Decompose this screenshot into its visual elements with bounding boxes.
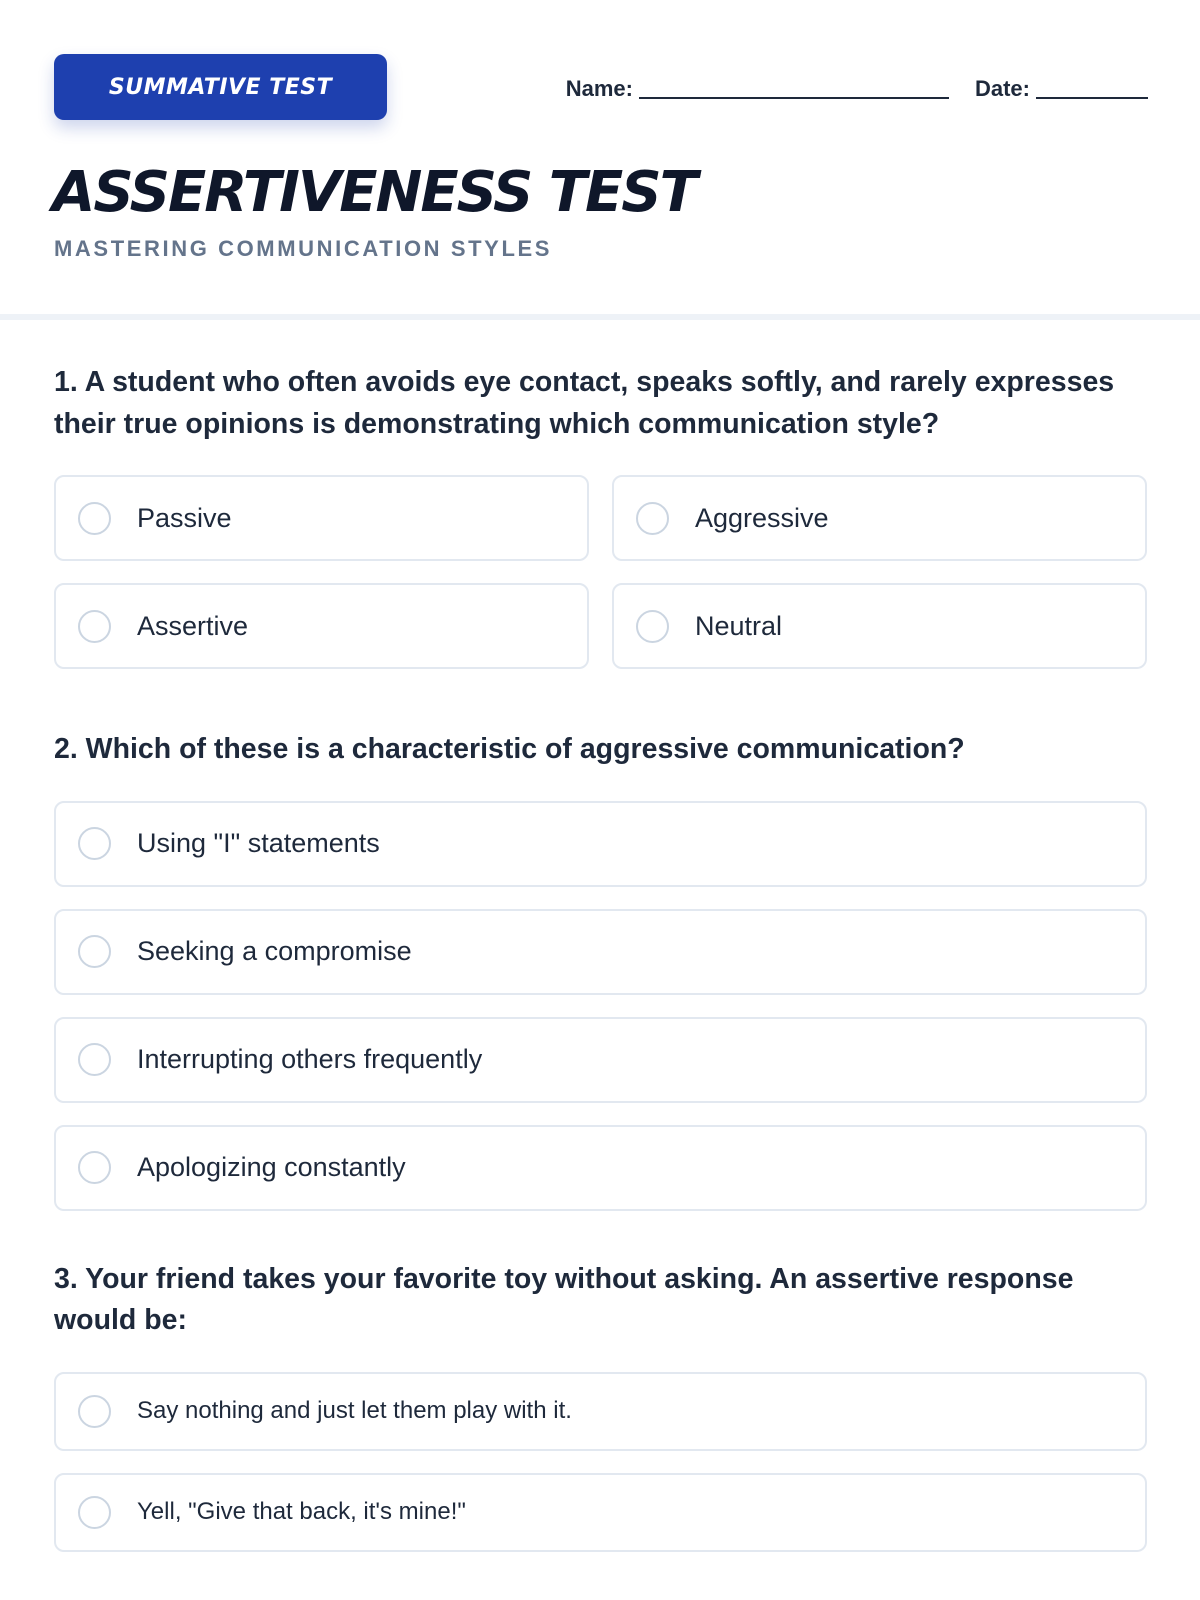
radio-button[interactable] <box>78 1043 111 1076</box>
option-label: Seeking a compromise <box>137 936 412 966</box>
question-block <box>54 362 1147 669</box>
question-text: 2. Which of these is a characteristic of aggressive communication? <box>54 733 965 765</box>
radio-button[interactable] <box>78 1395 111 1428</box>
question-block <box>54 1259 1147 1552</box>
radio-button[interactable] <box>78 827 111 860</box>
questions-section <box>54 362 1147 1552</box>
option-label: Yell, "Give that back, it's mine!" <box>137 1498 466 1525</box>
option-label: Aggressive <box>695 502 829 533</box>
date-label: Date: <box>974 76 1030 101</box>
page-header <box>0 0 1200 320</box>
name-field[interactable] <box>639 75 949 99</box>
question-text: 3. Your friend takes your favorite toy without asking. An assertive response would be: <box>54 1262 1074 1336</box>
answer-option[interactable] <box>54 801 1147 887</box>
question-text: 1. A student who often avoids eye contact, speaks softly, and rarely expresses their true opinions is demonstrating which communication style? <box>54 366 1115 440</box>
answer-option[interactable] <box>54 1125 1147 1211</box>
question-block <box>54 729 1147 1211</box>
radio-button[interactable] <box>636 610 669 643</box>
badge-label: SUMMATIVE TEST <box>108 74 333 100</box>
answer-option[interactable] <box>54 1372 1147 1451</box>
radio-button[interactable] <box>78 610 111 643</box>
answer-option[interactable] <box>54 1473 1147 1552</box>
answer-option[interactable] <box>54 1017 1147 1103</box>
radio-button[interactable] <box>78 935 111 968</box>
answer-options <box>54 801 1147 1211</box>
page-title: ASSERTIVENESS TEST <box>52 160 696 225</box>
summative-test-badge <box>54 54 387 120</box>
option-label: Interrupting others frequently <box>137 1044 483 1074</box>
option-label: Neutral <box>695 610 783 641</box>
radio-button[interactable] <box>78 1151 111 1184</box>
answer-options <box>54 1372 1147 1552</box>
option-label: Using "I" statements <box>137 828 380 858</box>
answer-options <box>54 475 1147 669</box>
answer-option[interactable] <box>54 475 589 561</box>
option-label: Passive <box>137 502 232 533</box>
option-label: Say nothing and just let them play with it. <box>137 1397 572 1424</box>
radio-button[interactable] <box>636 502 669 535</box>
answer-option[interactable] <box>612 583 1147 669</box>
student-info <box>566 72 1148 102</box>
answer-option[interactable] <box>54 909 1147 995</box>
option-label: Assertive <box>137 610 249 641</box>
radio-button[interactable] <box>78 502 111 535</box>
name-label: Name: <box>565 76 633 101</box>
answer-option[interactable] <box>54 583 589 669</box>
answer-option[interactable] <box>612 475 1147 561</box>
page-subtitle: MASTERING COMMUNICATION STYLES <box>54 236 553 261</box>
option-label: Apologizing constantly <box>137 1152 406 1182</box>
date-field[interactable] <box>1036 75 1148 99</box>
radio-button[interactable] <box>78 1496 111 1529</box>
